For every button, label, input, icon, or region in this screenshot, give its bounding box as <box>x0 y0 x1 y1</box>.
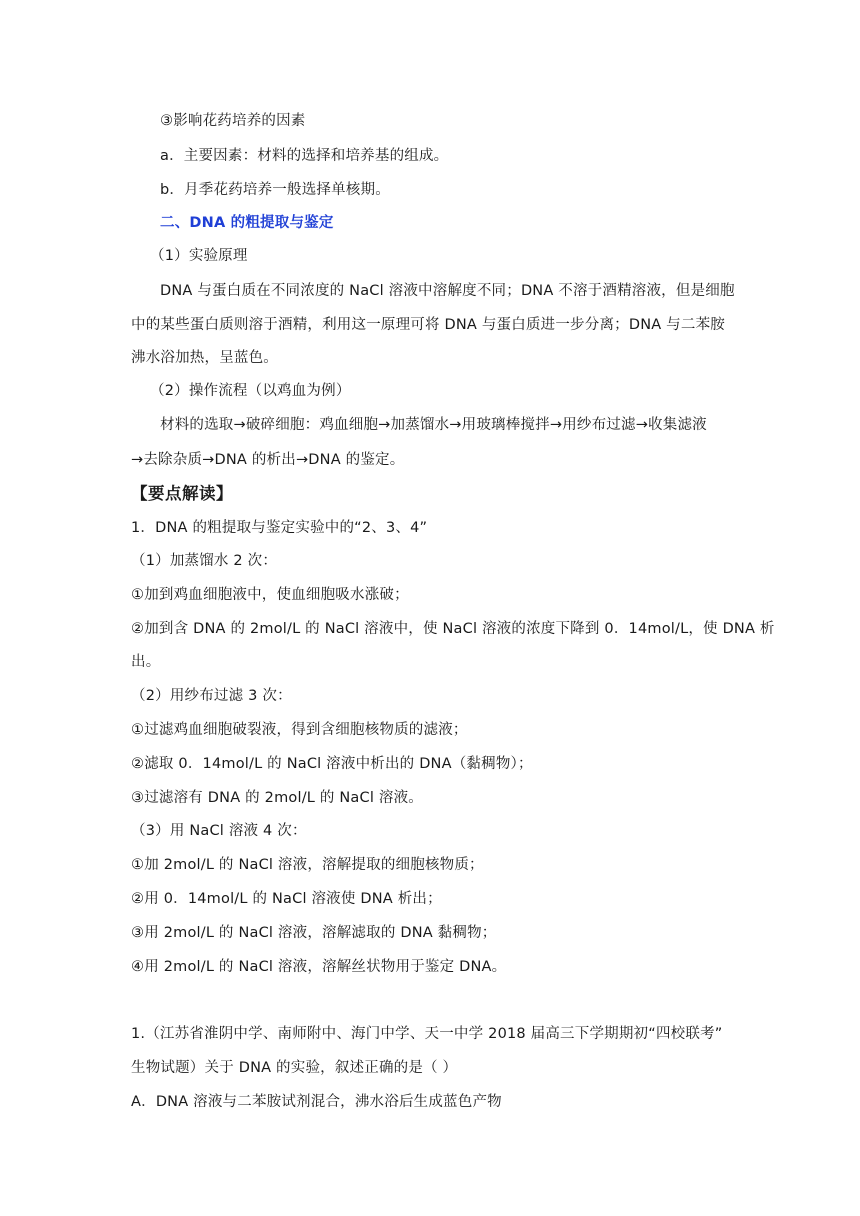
nacl-item-4: ④用 2mol/L 的 NaCl 溶液，溶解丝状物用于鉴定 DNA。 <box>131 959 507 975</box>
water-item-2-line-1: ②加到含 DNA 的 2mol/L 的 NaCl 溶液中，使 NaCl 溶液的浓度下降到 0．14mol/L，使 DNA 析 <box>131 621 775 637</box>
nacl-item-3: ③用 2mol/L 的 NaCl 溶液，溶解滤取的 DNA 黏稠物； <box>131 925 497 941</box>
question-option-a: A．DNA 溶液与二苯胺试剂混合，沸水浴后生成蓝色产物 <box>131 1094 502 1110</box>
factor-b: b．月季花药培养一般选择单核期。 <box>160 182 390 198</box>
nacl-item-2: ②用 0．14mol/L 的 NaCl 溶液使 DNA 析出； <box>131 891 442 907</box>
principle-line-2: 中的某些蛋白质则溶于酒精，利用这一原理可将 DNA 与蛋白质进一步分离；DNA 与二苯胺 <box>131 317 725 333</box>
factors-title: ③影响花药培养的因素 <box>160 113 306 129</box>
water-item-2-line-2: 出。 <box>131 654 161 670</box>
dna-section-title: 二、DNA 的粗提取与鉴定 <box>160 215 334 231</box>
filter-title: （2）用纱布过滤 3 次： <box>131 688 292 704</box>
filter-item-1: ①过滤鸡血细胞破裂液，得到含细胞核物质的滤液； <box>131 722 468 738</box>
nacl-title: （3）用 NaCl 溶液 4 次： <box>131 823 307 839</box>
principle-line-1: DNA 与蛋白质在不同浓度的 NaCl 溶液中溶解度不同；DNA 不溶于酒精溶液，但是细胞 <box>160 283 735 299</box>
water-title: （1）加蒸馏水 2 次： <box>131 553 278 569</box>
nacl-item-1: ①加 2mol/L 的 NaCl 溶液，溶解提取的细胞核物质； <box>131 857 484 873</box>
filter-item-3: ③过滤溶有 DNA 的 2mol/L 的 NaCl 溶液。 <box>131 790 423 806</box>
question-stem-line-1: 1.（江苏省淮阴中学、南师附中、海门中学、天一中学 2018 届高三下学期期初“四校联考” <box>131 1026 723 1042</box>
procedure-line-2: →去除杂质→DNA 的析出→DNA 的鉴定。 <box>131 452 405 468</box>
principle-line-3: 沸水浴加热，呈蓝色。 <box>131 350 278 366</box>
procedure-line-1: 材料的选取→破碎细胞：鸡血细胞→加蒸馏水→用玻璃棒搅拌→用纱布过滤→收集滤液 <box>160 417 707 433</box>
key-points-intro: 1．DNA 的粗提取与鉴定实验中的“2、3、4” <box>131 520 428 536</box>
procedure-title: （2）操作流程（以鸡血为例） <box>150 383 351 399</box>
factor-a: a．主要因素：材料的选择和培养基的组成。 <box>160 148 449 164</box>
water-item-1: ①加到鸡血细胞液中，使血细胞吸水涨破； <box>131 587 409 603</box>
filter-item-2: ②滤取 0．14mol/L 的 NaCl 溶液中析出的 DNA（黏稠物）； <box>131 756 533 772</box>
principle-title: （1）实验原理 <box>150 248 248 264</box>
question-stem-line-2: 生物试题）关于 DNA 的实验，叙述正确的是（ ） <box>131 1060 458 1076</box>
key-points-title: 【要点解读】 <box>131 484 233 503</box>
